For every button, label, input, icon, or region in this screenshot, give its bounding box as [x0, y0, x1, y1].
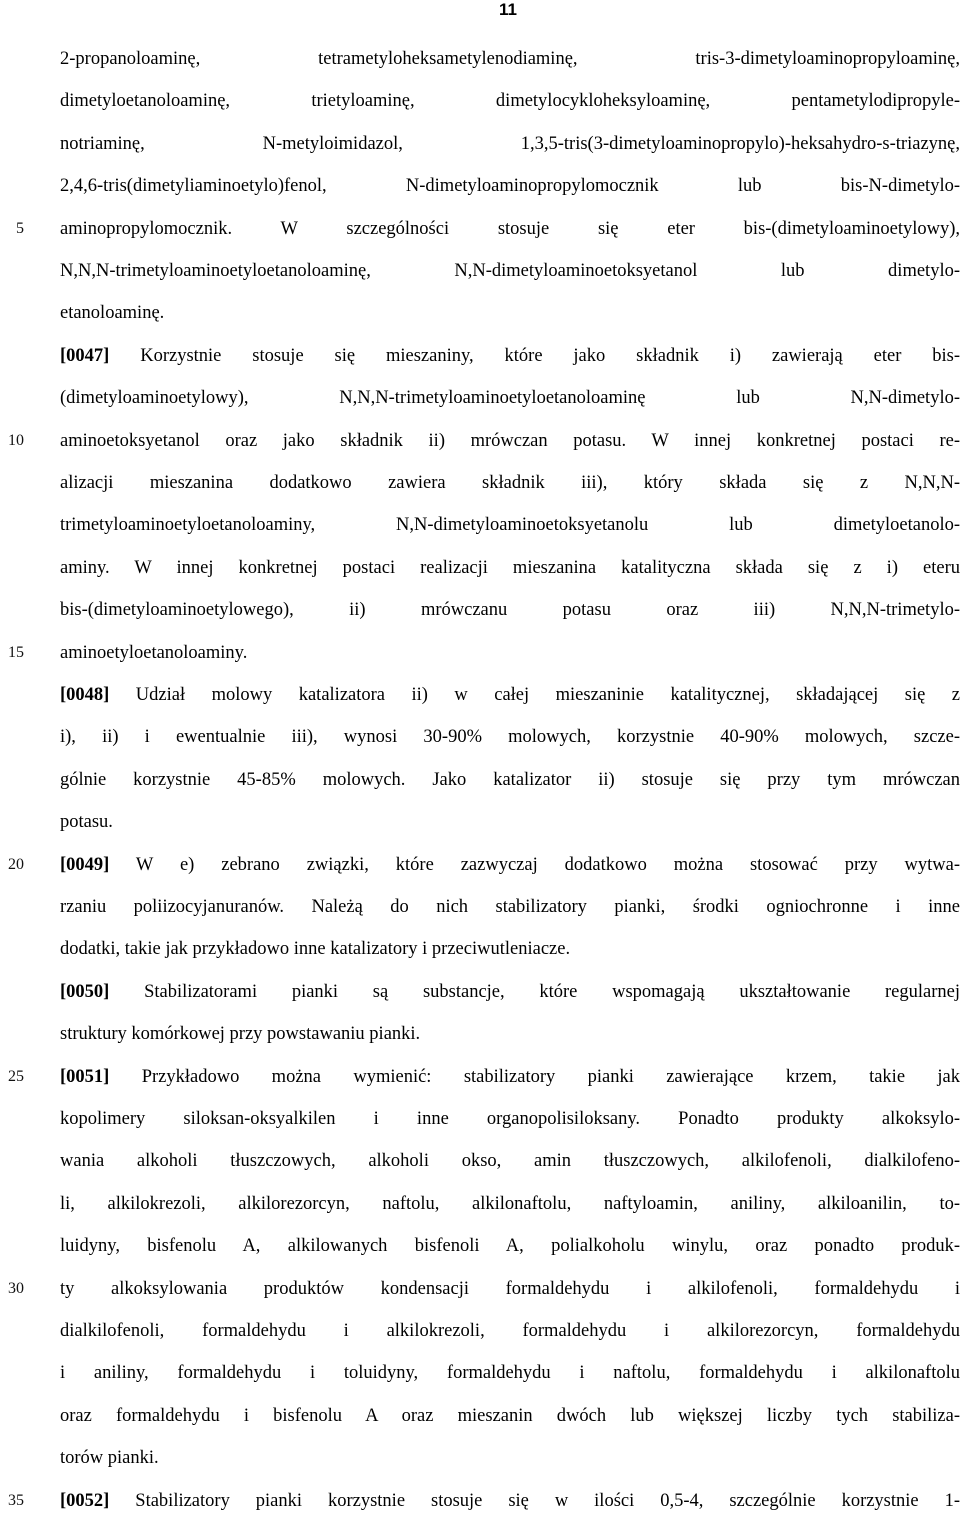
line-text: aminy. W innej konkretnej postaci realizacji mieszanina katalityczna składa się z i) eteru: [60, 557, 960, 578]
text-line: [60, 1401, 960, 1431]
margin-line-number: 35: [8, 1491, 24, 1509]
line-text: dialkilofenoli, formaldehydu i alkilokrezoli, formaldehydu i alkilorezorcyn, formaldehydu: [60, 1321, 960, 1341]
text-line: [60, 341, 960, 371]
line-text: potasu.: [60, 812, 113, 833]
line-text: etanoloaminę.: [60, 303, 165, 324]
text-line: [60, 1316, 960, 1346]
line-text: alizacji mieszanina dodatkowo zawiera składnik iii), który składa się z N,N,N-: [60, 473, 960, 493]
text-line: [60, 722, 960, 752]
line-text: Stabilizatorami pianki są substancje, które wspomagają ukształtowanie regularnej: [109, 981, 960, 1002]
line-text: bis-(dimetyloaminoetylowego), ii) mrówczanu potasu oraz iii) N,N,N-trimetylo-: [60, 600, 960, 621]
paragraph-number: [0048]: [60, 685, 110, 705]
text-line: [60, 383, 960, 413]
margin-line-number: 20: [8, 855, 24, 873]
text-line: [60, 1231, 960, 1261]
text-line: [60, 1104, 960, 1134]
margin-line-number: 10: [8, 431, 24, 449]
paragraph-number: [0049]: [60, 854, 110, 875]
text-line: [60, 468, 960, 498]
line-text: notriaminę, N-metyloimidazol, 1,3,5-tris(3-dimetyloaminopropylo)-heksahydro-s-triazynę,: [60, 133, 960, 154]
text-line: [60, 680, 960, 710]
text-line: [60, 1189, 960, 1219]
text-line: [60, 214, 960, 244]
line-text: W e) zebrano związki, które zazwyczaj dodatkowo można stosować przy wytwa-: [109, 854, 960, 875]
text-line: [60, 1486, 960, 1516]
page-number: 11: [499, 0, 517, 19]
line-text: 2-propanoloaminę, tetrametyloheksametylenodiaminę, tris-3-dimetyloaminopropyloaminę,: [60, 49, 960, 69]
margin-line-number: 25: [8, 1067, 24, 1085]
line-text: dodatki, takie jak przykładowo inne katalizatory i przeciwutleniacze.: [60, 939, 571, 960]
text-line: [60, 86, 960, 116]
line-text: i), ii) i ewentualnie iii), wynosi 30-90% molowych, korzystnie 40-90% molowych, szcze-: [60, 727, 960, 748]
text-line: [60, 1062, 960, 1092]
text-line: [60, 298, 960, 328]
paragraph-number: [0052]: [60, 1490, 110, 1511]
line-text: li, alkilokrezoli, alkilorezorcyn, naftolu, alkilonaftolu, naftyloamin, aniliny, alkiloanilin, to-: [60, 1193, 960, 1214]
line-text: 2,4,6-tris(dimetyliaminoetylo)fenol, N-dimetyloaminopropylomocznik lub bis-N-dimetylo-: [60, 176, 960, 197]
text-line: [60, 765, 960, 795]
line-text: Przykładowo można wymienić: stabilizatory pianki zawierające krzem, takie jak: [109, 1066, 960, 1087]
line-text: struktury komórkowej przy powstawaniu pianki.: [60, 1024, 421, 1045]
text-line: [60, 934, 960, 964]
text-line: [60, 595, 960, 625]
text-line: [60, 171, 960, 201]
line-text: wania alkoholi tłuszczowych, alkoholi okso, amin tłuszczowych, alkilofenoli, dialkilofeno-: [60, 1151, 960, 1172]
line-text: i aniliny, formaldehydu i toluidyny, formaldehydu i naftolu, formaldehydu i alkilonaftolu: [60, 1363, 960, 1384]
line-text: aminoetoksyetanol oraz jako składnik ii) mrówczan potasu. W innej konkretnej postaci re-: [60, 430, 960, 451]
text-line: [60, 1274, 960, 1304]
text-line: [60, 1146, 960, 1176]
text-line: [60, 892, 960, 922]
line-text: luidyny, bisfenolu A, alkilowanych bisfenoli A, polialkoholu winylu, oraz ponadto produk-: [60, 1236, 960, 1257]
text-line: [60, 256, 960, 286]
line-text: torów pianki.: [60, 1448, 159, 1469]
line-text: gólnie korzystnie 45-85% molowych. Jako katalizator ii) stosuje się przy tym mrówczan: [60, 769, 960, 790]
line-text: (dimetyloaminoetylowy), N,N,N-trimetyloaminoetyloetanoloaminę lub N,N-dimetylo-: [60, 388, 960, 409]
text-line: [60, 426, 960, 456]
text-line: [60, 553, 960, 583]
margin-line-number: 15: [8, 643, 24, 661]
line-text: ty alkoksylowania produktów kondensacji formaldehydu i alkilofenoli, formaldehydu i: [60, 1278, 960, 1299]
text-line: [60, 1358, 960, 1388]
text-line: [60, 850, 960, 880]
paragraph-number: [0047]: [60, 345, 110, 366]
line-text: aminoetyloetanoloaminy.: [60, 642, 248, 663]
paragraph-number: [0050]: [60, 981, 110, 1002]
margin-line-number: 30: [8, 1279, 24, 1297]
text-line: [60, 807, 960, 837]
text-line: [60, 129, 960, 159]
line-text: Udział molowy katalizatora ii) w całej mieszaninie katalitycznej, składającej się z: [109, 685, 960, 705]
text-line: [60, 977, 960, 1007]
line-text: Korzystnie stosuje się mieszaniny, które jako składnik i) zawierają eter bis-: [109, 345, 960, 366]
paragraph-number: [0051]: [60, 1066, 110, 1087]
line-text: rzaniu poliizocyjanuranów. Należą do nich stabilizatory pianki, środki ogniochronne i inne: [60, 897, 960, 917]
text-line: [60, 1443, 960, 1473]
text-line: [60, 1019, 960, 1049]
line-text: kopolimery siloksan-oksyalkilen i inne organopolisiloksany. Ponadto produkty alkoksylo-: [60, 1109, 960, 1129]
line-text: aminopropylomocznik. W szczególności stosuje się eter bis-(dimetyloaminoetylowy),: [60, 218, 960, 239]
line-text: N,N,N-trimetyloaminoetyloetanoloaminę, N,N-dimetyloaminoetoksyetanol lub dimetylo-: [60, 261, 960, 281]
text-line: [60, 510, 960, 540]
line-text: oraz formaldehydu i bisfenolu A oraz mieszanin dwóch lub większej liczby tych stabiliza-: [60, 1405, 960, 1426]
margin-line-number: 5: [16, 219, 24, 237]
text-line: [60, 44, 960, 74]
line-text: dimetyloetanoloaminę, trietyloaminę, dimetylocykloheksyloaminę, pentametylodipropyle-: [60, 91, 960, 112]
text-line: [60, 638, 960, 668]
line-text: trimetyloaminoetyloetanoloaminy, N,N-dimetyloaminoetoksyetanolu lub dimetyloetanolo-: [60, 515, 960, 536]
line-text: Stabilizatory pianki korzystnie stosuje się w ilości 0,5-4, szczególnie korzystnie 1-: [109, 1490, 960, 1511]
